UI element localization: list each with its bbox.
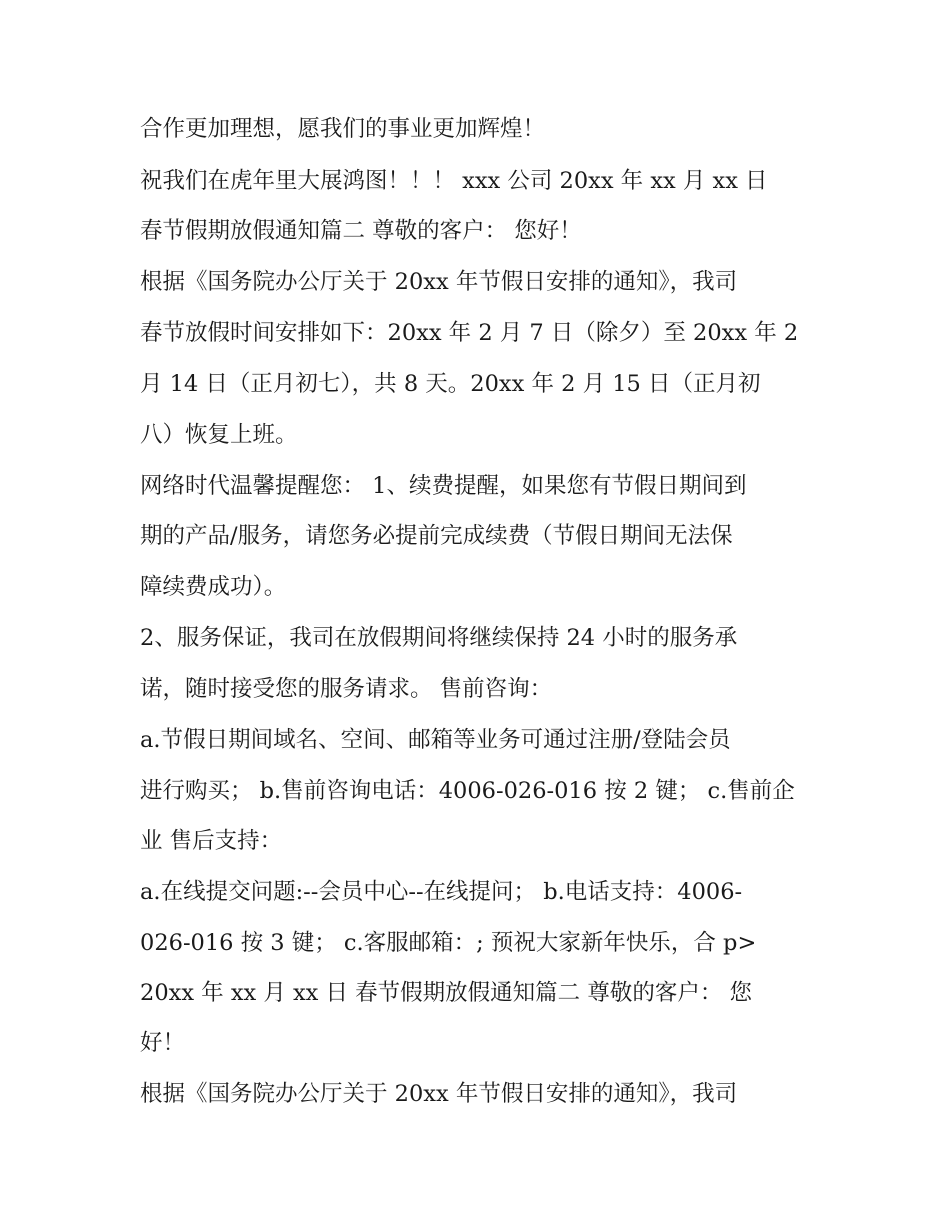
text-line: 障续费成功）。 — [140, 574, 287, 600]
text-line: 祝我们在虎年里大展鸿图！！！ xxx 公司 20xx 年 xx 月 xx 日 — [140, 168, 768, 194]
text-line: 春节放假时间安排如下：20xx 年 2 月 7 日（除夕）至 20xx 年 2 — [140, 320, 799, 346]
text-line: 春节假期放假通知篇二 尊敬的客户： 您好！ — [140, 218, 582, 244]
text-line: 月 14 日（正月初七），共 8 天。20xx 年 2 月 15 日（正月初 — [140, 371, 761, 397]
text-line: 2、服务保证，我司在放假期间将继续保持 24 小时的服务承 — [140, 625, 738, 651]
text-line: 进行购买； b.售前咨询电话：4006-026-016 按 2 键； c.售前企 — [140, 778, 795, 804]
text-line: 网络时代温馨提醒您： 1、续费提醒，如果您有节假日期间到 — [140, 473, 747, 499]
text-line: 期的产品/服务，请您务必提前完成续费（节假日期间无法保 — [140, 523, 733, 549]
text-line: 026-016 按 3 键； c.客服邮箱：; 预祝大家新年快乐，合 p> — [140, 930, 757, 956]
text-line: 业 售后支持： — [140, 828, 283, 854]
text-line: 八）恢复上班。 — [140, 422, 298, 448]
text-line: 好！ — [140, 1030, 186, 1056]
text-line: 合作更加理想，愿我们的事业更加辉煌！ — [140, 116, 546, 142]
text-line: 诺，随时接受您的服务请求。 售前咨询： — [140, 676, 553, 702]
text-line: 根据《国务院办公厅关于 20xx 年节假日安排的通知》，我司 — [140, 1081, 738, 1107]
text-line: 根据《国务院办公厅关于 20xx 年节假日安排的通知》，我司 — [140, 269, 738, 295]
text-line: 20xx 年 xx 月 xx 日 春节假期放假通知篇二 尊敬的客户： 您 — [140, 980, 752, 1006]
text-line: a.在线提交问题:--会员中心--在线提问； b.电话支持：4006- — [140, 879, 743, 905]
text-line: a.节假日期间域名、空间、邮箱等业务可通过注册/登陆会员 — [140, 727, 731, 753]
